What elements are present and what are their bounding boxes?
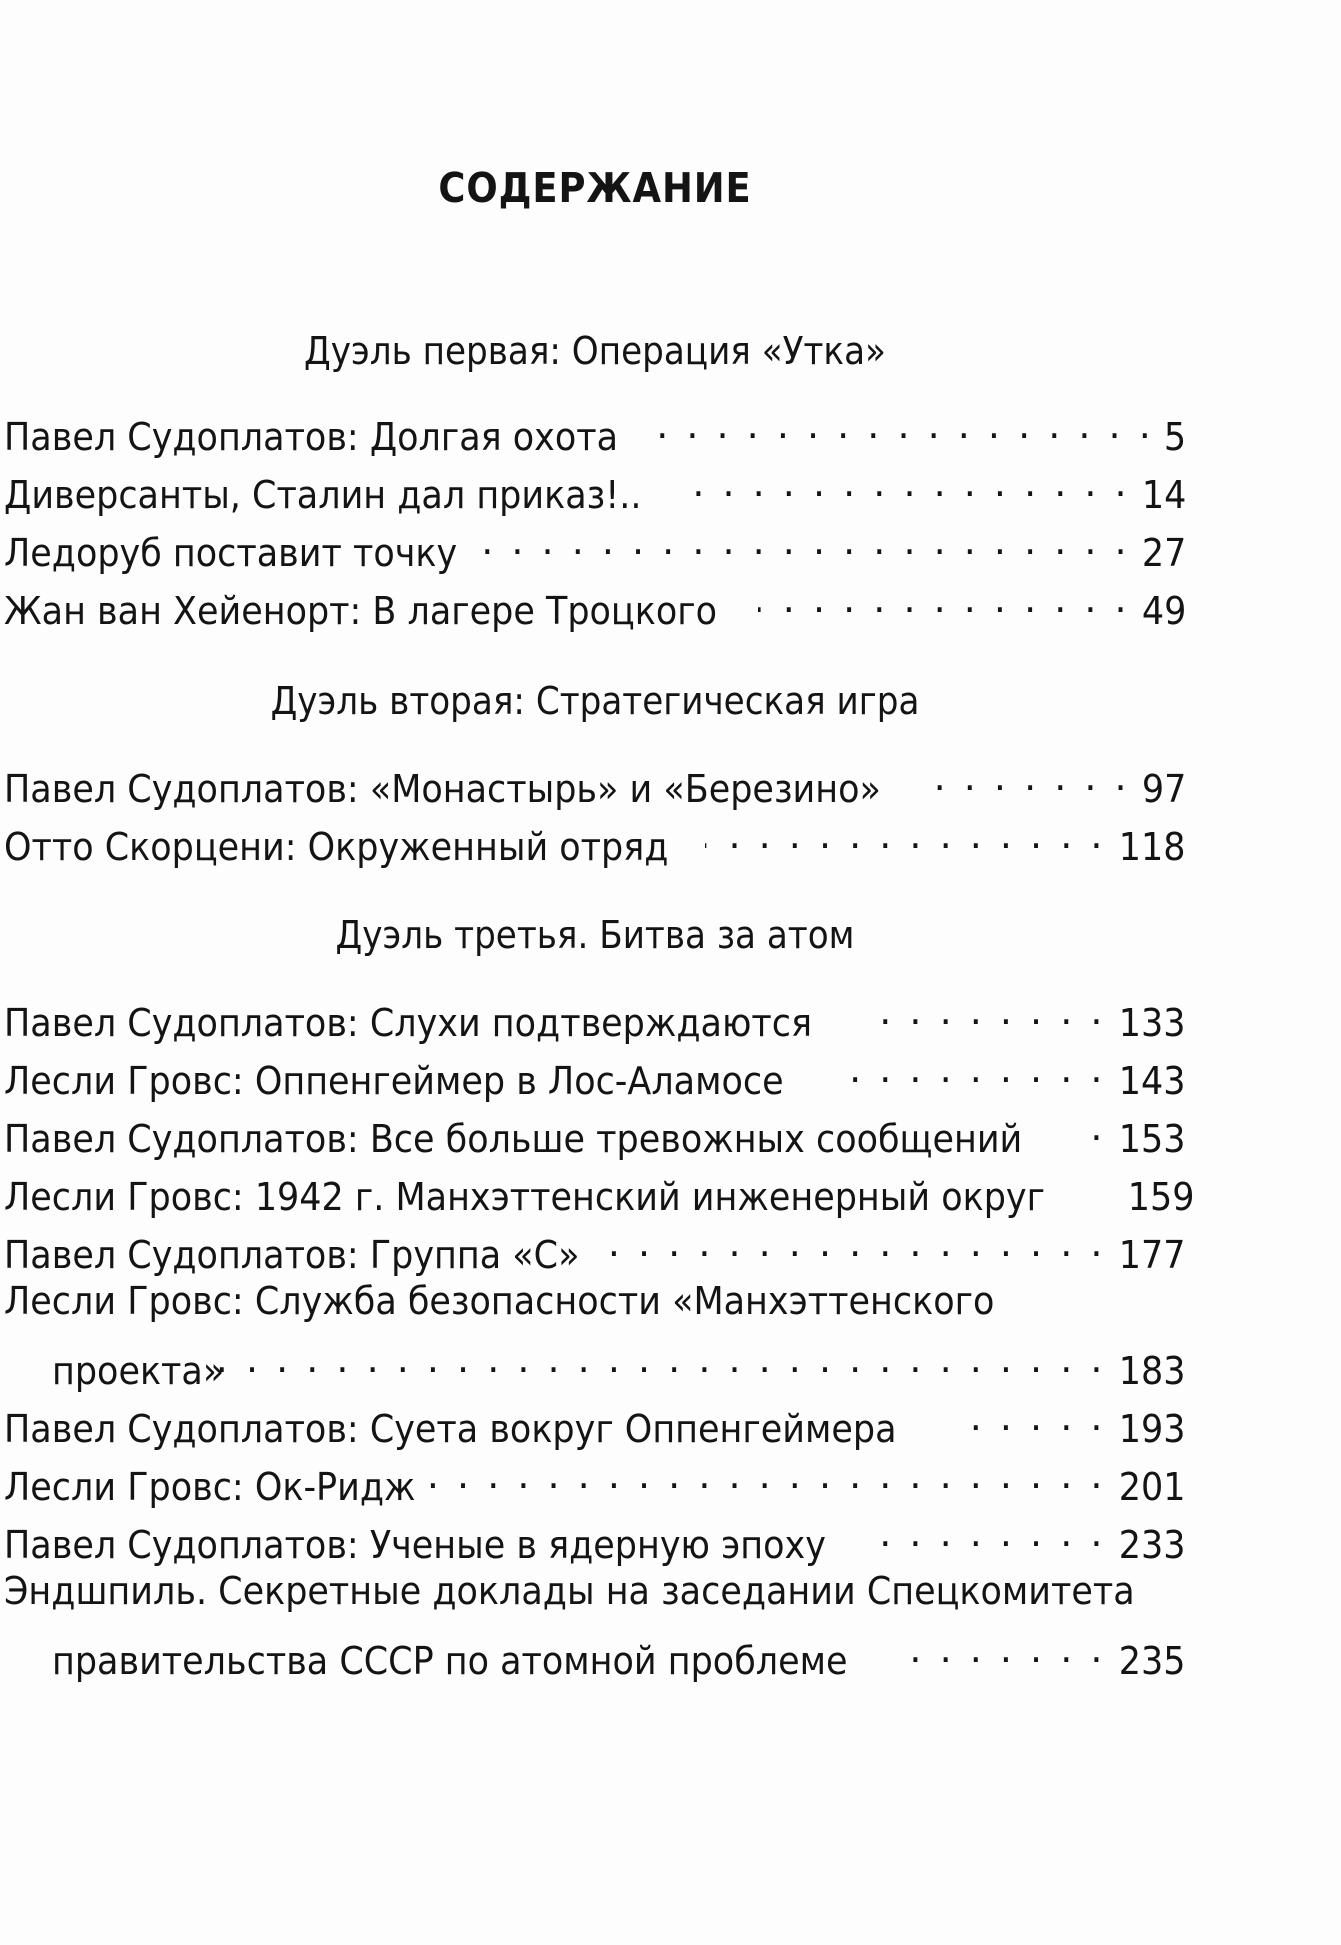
toc-entry[interactable] [4,574,1186,633]
dot-leader [936,752,1130,802]
toc-entry-page: 118 [1119,825,1186,869]
toc-entry[interactable] [4,1218,1186,1277]
toc-entry-text: Эндшпиль. Секретные доклады на заседании Спецкомитета [4,1569,1135,1613]
toc-entry-page: 143 [1119,1059,1186,1103]
dot-leader [1089,1102,1105,1152]
toc-entry[interactable] [4,1160,1195,1219]
toc-entry-text: Павел Судоплатов: Долгая охота [4,415,619,459]
part-title-2: Дуэль вторая: Стратегическая игра [270,679,920,723]
toc-entry-text: Павел Судоплатов: Все больше тревожных сообщений [4,1117,1023,1161]
part-title-1: Дуэль первая: Операция «Утка» [304,329,886,373]
dot-leader [876,1508,1106,1558]
toc-entry-page: 5 [1163,415,1186,459]
toc-entry-text: правительства СССР по атомной проблеме [52,1639,848,1683]
toc-entry-page: 97 [1141,767,1186,811]
toc-entry-text: Лесли Гровс: Служба безопасности «Манхэттенского [4,1279,995,1323]
toc-entry[interactable] [4,400,1186,459]
toc-entry-text: Лесли Гровс: Оппенгеймер в Лос-Аламосе [4,1059,784,1103]
toc-entry-page: 233 [1119,1523,1186,1567]
toc-entry[interactable] [4,1508,1186,1567]
toc-entry[interactable] [4,986,1186,1045]
toc-title: СОДЕРЖАНИЕ [438,164,752,212]
toc-entry-page: 183 [1119,1349,1186,1393]
toc-entry-text: Павел Судоплатов: «Монастырь» и «Березино» [4,767,881,811]
dot-leader [219,1334,1105,1384]
dot-leader [758,574,1130,624]
toc-entry-text: проекта» [52,1349,225,1393]
toc-entry[interactable] [4,1044,1186,1103]
toc-entry[interactable] [4,516,1186,575]
dot-leader [861,986,1106,1036]
toc-entry-page: 177 [1119,1233,1186,1277]
toc-entry-text: Павел Судоплатов: Ученые в ядерную эпоху [4,1523,826,1567]
toc-entry[interactable] [4,1450,1186,1509]
toc-entry[interactable] [4,1102,1186,1161]
toc-entry[interactable] [4,1334,1186,1393]
toc-entry-page: 49 [1141,589,1186,633]
toc-entry-page: 133 [1119,1001,1186,1045]
toc-entry[interactable] [4,458,1186,517]
dot-leader [830,1044,1106,1094]
toc-entry-page: 14 [1141,473,1186,517]
toc-entry-text: Павел Судоплатов: Суета вокруг Оппенгеймера [4,1407,897,1451]
toc-entry-page: 193 [1119,1407,1186,1451]
toc-entry-text: Отто Скорцени: Окруженный отряд [4,825,669,869]
toc-entry-text: Лесли Гровс: Ок-Ридж [4,1465,416,1509]
toc-entry-first-line[interactable] [4,1566,1186,1616]
dot-leader [897,1624,1106,1674]
dot-leader [705,810,1106,860]
dot-leader [953,1392,1106,1442]
toc-entry-text: Павел Судоплатов: Группа «С» [4,1233,580,1277]
toc-entry-page: 27 [1141,531,1186,575]
toc-entry-text: Ледоруб поставит точку [4,531,458,575]
toc-entry[interactable] [4,752,1186,811]
toc-entry[interactable] [4,810,1186,869]
toc-entry-page: 235 [1119,1639,1186,1683]
toc-entry[interactable] [4,1392,1186,1451]
toc-entry[interactable] [4,1624,1186,1683]
toc-entry-text: Жан ван Хейенорт: В лагере Троцкого [4,589,717,633]
toc-entry-page: 201 [1119,1465,1186,1509]
dot-leader [608,1218,1105,1268]
toc-entry-first-line[interactable] [4,1276,1186,1326]
dot-leader [475,516,1130,566]
dot-leader [675,458,1129,508]
toc-entry-text: Диверсанты, Сталин дал приказ!.. [4,473,642,517]
toc-entry-page: 159 [1127,1175,1195,1219]
part-title-3: Дуэль третья. Битва за атом [335,913,855,957]
toc-entry-text: Лесли Гровс: 1942 г. Манхэттенский инженерный округ [4,1175,1045,1219]
toc-entry-text: Павел Судоплатов: Слухи подтверждаются [4,1001,813,1045]
toc-entry-page: 153 [1119,1117,1186,1161]
dot-leader [650,400,1154,450]
dot-leader [430,1450,1106,1500]
